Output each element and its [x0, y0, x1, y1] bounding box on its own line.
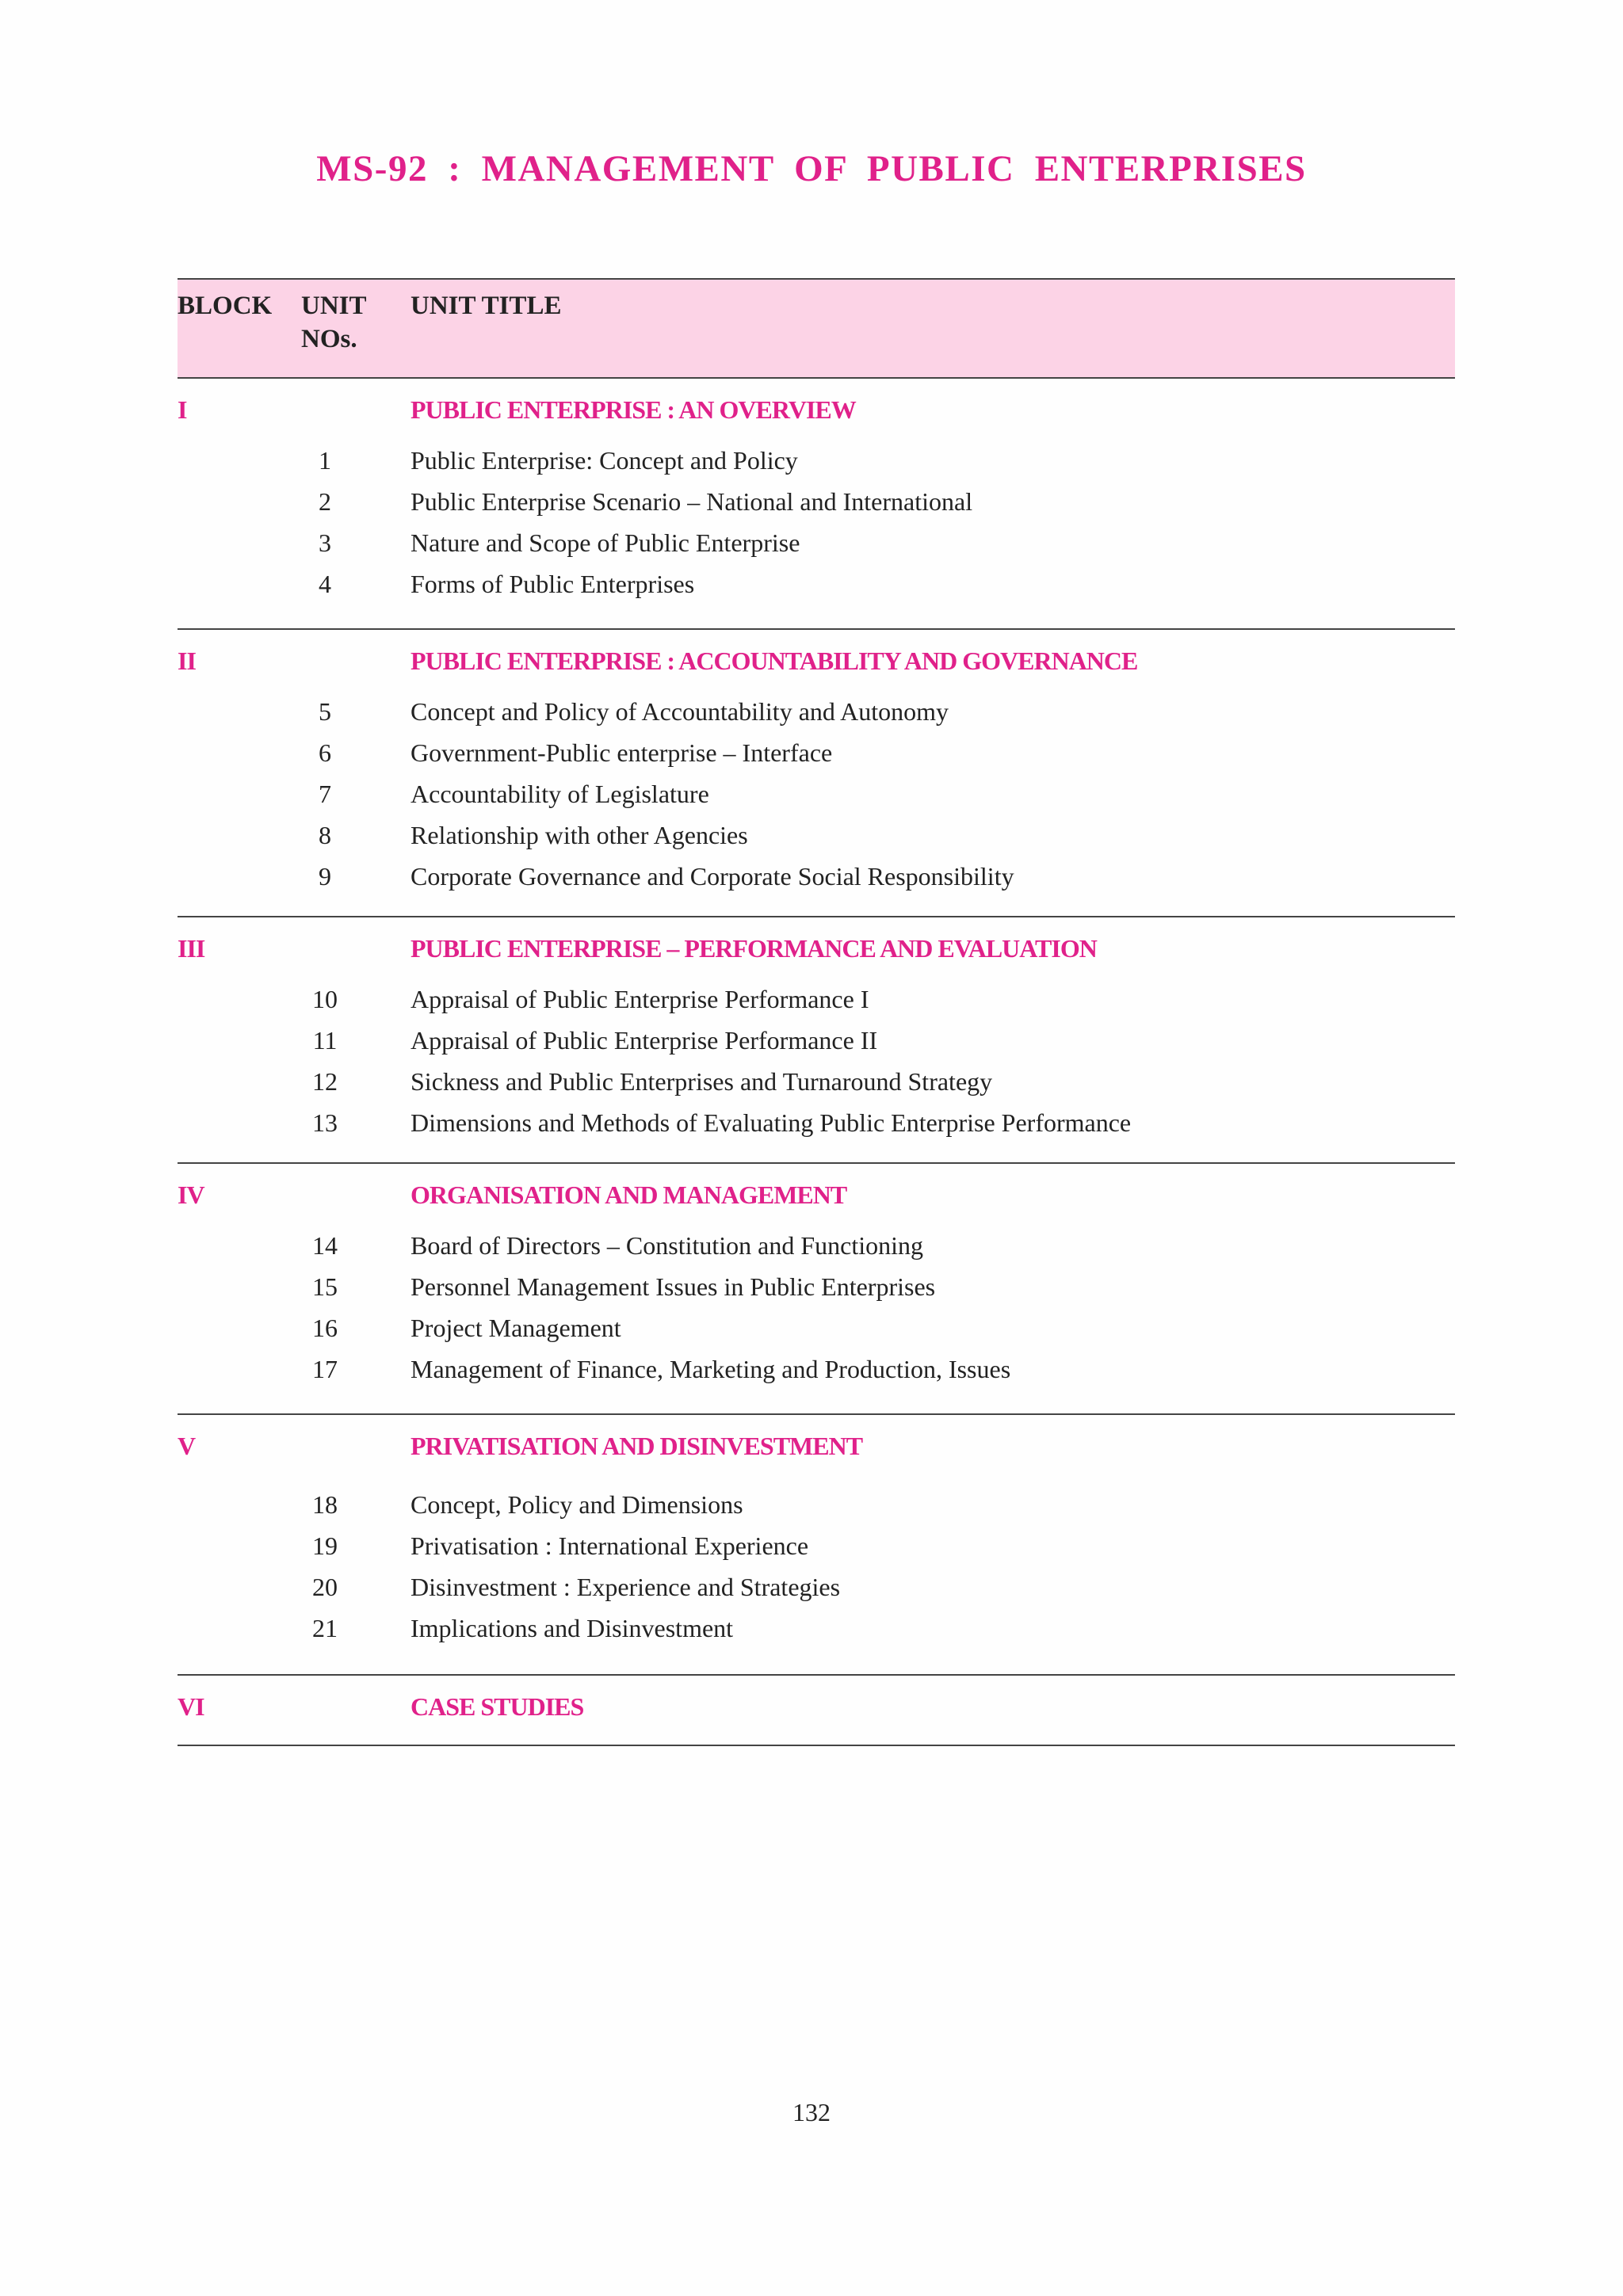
unit-list [178, 1225, 1455, 1390]
unit-list [178, 978, 1455, 1143]
unit-number: 11 [312, 1026, 338, 1055]
unit-list [178, 1484, 1455, 1649]
unit-title: Dimensions and Methods of Evaluating Public Enterprise Performance [411, 1108, 1132, 1137]
unit-title: Relationship with other Agencies [411, 821, 748, 849]
unit-title: Implications and Disinvestment [411, 1614, 734, 1642]
unit-row [178, 1061, 1455, 1102]
unit-title: Public Enterprise: Concept and Policy [411, 446, 798, 475]
page-number: 132 [792, 2098, 831, 2126]
unit-row [178, 691, 1455, 732]
unit-number: 7 [319, 780, 331, 808]
block-section [178, 1428, 1455, 1676]
unit-row [178, 481, 1455, 522]
unit-row [178, 1348, 1455, 1390]
block-heading [178, 1177, 1455, 1212]
unit-title: Project Management [411, 1314, 621, 1342]
unit-row [178, 563, 1455, 605]
unit-number: 9 [319, 862, 331, 891]
unit-number: 1 [319, 446, 331, 475]
unit-number: 10 [312, 985, 338, 1013]
unit-row [178, 1484, 1455, 1525]
header-unit-title: UNIT TITLE [411, 292, 562, 320]
table-header-row [178, 278, 1455, 379]
unit-row [178, 856, 1455, 897]
block-number: II [178, 646, 196, 675]
unit-title: Board of Directors – Constitution and Functioning [411, 1231, 924, 1260]
unit-title: Privatisation : International Experience [411, 1531, 809, 1560]
block-number: I [178, 395, 187, 424]
block-title: PRIVATISATION AND DISINVESTMENT [411, 1432, 863, 1460]
unit-number: 21 [312, 1614, 338, 1642]
unit-title: Management of Finance, Marketing and Production, Issues [411, 1355, 1011, 1383]
block-section [178, 1177, 1455, 1415]
unit-number: 15 [312, 1272, 338, 1301]
page-title: MS-92 : MANAGEMENT OF PUBLIC ENTERPRISES [316, 148, 1307, 189]
unit-title: Concept and Policy of Accountability and Autonomy [411, 697, 949, 726]
unit-title: Disinvestment : Experience and Strategies [411, 1573, 841, 1601]
unit-number: 20 [312, 1573, 338, 1601]
unit-row [178, 1566, 1455, 1608]
unit-number: 19 [312, 1531, 338, 1560]
unit-row [178, 1266, 1455, 1307]
unit-row [178, 1102, 1455, 1143]
unit-list [178, 440, 1455, 605]
unit-number: 3 [319, 528, 331, 557]
unit-title: Appraisal of Public Enterprise Performance I [411, 985, 869, 1013]
unit-number: 6 [319, 738, 331, 767]
block-heading [178, 392, 1455, 427]
header-block: BLOCK [178, 292, 273, 320]
unit-title: Concept, Policy and Dimensions [411, 1490, 743, 1519]
unit-list [178, 691, 1455, 897]
block-section [178, 1689, 1455, 1746]
unit-row [178, 732, 1455, 773]
unit-title: Personnel Management Issues in Public Enterprises [411, 1272, 936, 1301]
block-title: PUBLIC ENTERPRISE : AN OVERVIEW [411, 395, 856, 424]
unit-title: Sickness and Public Enterprises and Turnaround Strategy [411, 1067, 993, 1096]
block-number: VI [178, 1692, 204, 1721]
unit-number: 13 [312, 1108, 338, 1137]
unit-title: Nature and Scope of Public Enterprise [411, 528, 800, 557]
block-number: IV [178, 1180, 204, 1209]
unit-row [178, 1225, 1455, 1266]
header-unit-nos: UNIT NOs. [301, 292, 366, 353]
block-title: ORGANISATION AND MANAGEMENT [411, 1180, 847, 1209]
block-title: PUBLIC ENTERPRISE : ACCOUNTABILITY AND GOVERNANCE [411, 646, 1138, 675]
unit-number: 4 [319, 570, 331, 598]
block-section [178, 392, 1455, 630]
unit-number: 5 [319, 697, 331, 726]
block-heading [178, 643, 1455, 678]
unit-number: 16 [312, 1314, 338, 1342]
unit-row [178, 440, 1455, 481]
unit-number: 17 [312, 1355, 338, 1383]
block-heading [178, 931, 1455, 966]
unit-number: 14 [312, 1231, 338, 1260]
block-section [178, 931, 1455, 1164]
unit-row [178, 814, 1455, 856]
unit-row [178, 1608, 1455, 1649]
unit-number: 2 [319, 487, 331, 516]
unit-title: Appraisal of Public Enterprise Performance II [411, 1026, 878, 1055]
block-number: V [178, 1432, 196, 1460]
unit-title: Forms of Public Enterprises [411, 570, 695, 598]
unit-title: Accountability of Legislature [411, 780, 709, 808]
unit-row [178, 522, 1455, 563]
unit-number: 18 [312, 1490, 338, 1519]
block-section [178, 643, 1455, 917]
unit-row [178, 1020, 1455, 1061]
unit-title: Public Enterprise Scenario – National and International [411, 487, 973, 516]
unit-row [178, 1307, 1455, 1348]
blocks-container [178, 392, 1455, 1746]
block-title: CASE STUDIES [411, 1692, 584, 1721]
unit-number: 12 [312, 1067, 338, 1096]
course-structure-table [178, 278, 1455, 1746]
block-heading [178, 1428, 1455, 1463]
block-number: III [178, 934, 205, 963]
unit-row [178, 773, 1455, 814]
unit-title: Corporate Governance and Corporate Social Responsibility [411, 862, 1014, 891]
unit-title: Government-Public enterprise – Interface [411, 738, 833, 767]
unit-row [178, 1525, 1455, 1566]
unit-row [178, 978, 1455, 1020]
block-heading [178, 1689, 1455, 1724]
unit-number: 8 [319, 821, 331, 849]
block-title: PUBLIC ENTERPRISE – PERFORMANCE AND EVALUATION [411, 934, 1097, 963]
